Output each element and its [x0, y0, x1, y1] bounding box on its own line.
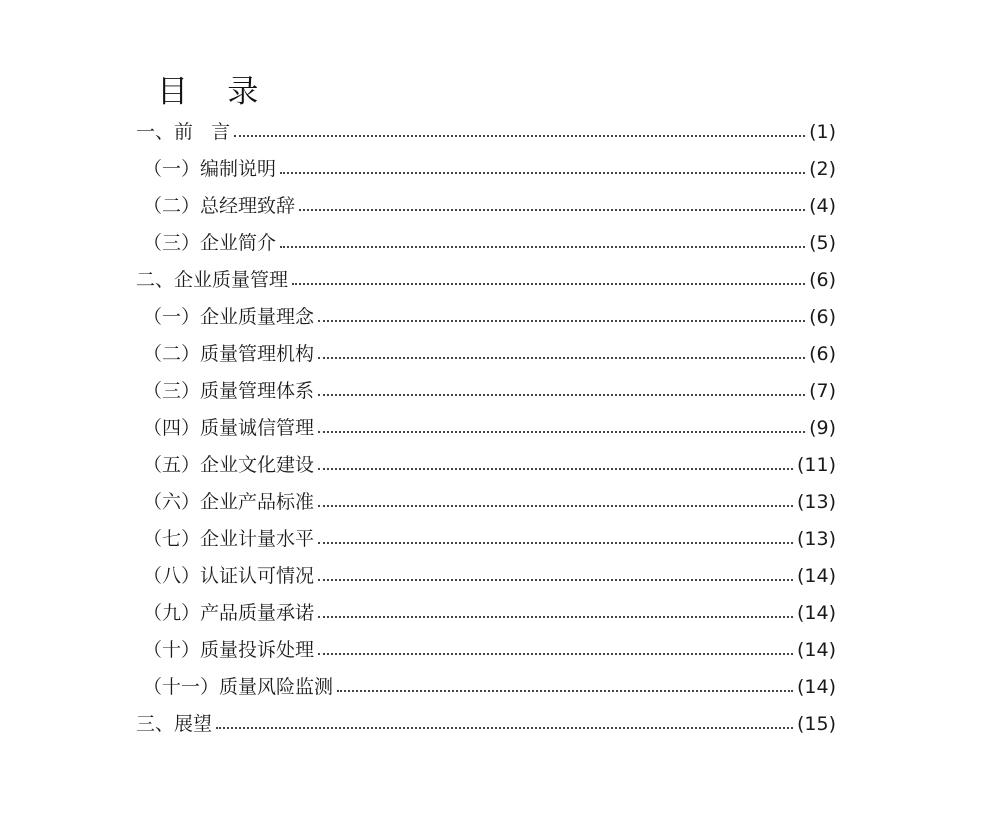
toc-entry[interactable]: [143, 560, 836, 590]
toc-entry-label: （一）企业质量理念: [143, 306, 315, 328]
toc-entry-label: （五）企业文化建设: [143, 454, 315, 476]
toc-entry[interactable]: [136, 116, 836, 146]
toc-entry-page: (11): [796, 454, 836, 476]
toc-entry-label: （十）质量投诉处理: [143, 639, 315, 661]
toc-entry[interactable]: [143, 301, 836, 331]
toc-entry-page: (6): [809, 343, 836, 365]
dot-leader: [299, 209, 805, 211]
dot-leader: [337, 690, 793, 692]
dot-leader: [318, 394, 805, 396]
toc-entry[interactable]: [143, 634, 836, 664]
toc-entry-page: (4): [809, 195, 836, 217]
dot-leader: [216, 727, 793, 729]
toc-entry-page: (13): [796, 528, 836, 550]
toc-entry[interactable]: [143, 412, 836, 442]
toc-title: 目 录: [157, 74, 259, 110]
toc-entry-label: （一）编制说明: [143, 158, 277, 180]
toc-entry[interactable]: [143, 227, 836, 257]
toc-entry-label: （三）质量管理体系: [143, 380, 315, 402]
toc-entry-label: （三）企业简介: [143, 232, 277, 254]
toc-entry[interactable]: [143, 190, 836, 220]
dot-leader: [318, 320, 805, 322]
toc-entry[interactable]: [143, 597, 836, 627]
toc-entry[interactable]: [143, 671, 836, 701]
dot-leader: [292, 283, 805, 285]
toc-entry-label: （七）企业计量水平: [143, 528, 315, 550]
dot-leader: [318, 542, 793, 544]
toc-entry-page: (2): [809, 158, 836, 180]
dot-leader: [318, 616, 793, 618]
dot-leader: [318, 468, 793, 470]
toc-entry-label: （二）总经理致辞: [143, 195, 296, 217]
toc-entry[interactable]: [143, 153, 836, 183]
toc-entry-page: (15): [796, 713, 836, 735]
toc-entry[interactable]: [143, 449, 836, 479]
toc-entry-page: (14): [796, 676, 836, 698]
toc-entry-label: 三、展望: [136, 713, 213, 735]
toc-entry-page: (14): [796, 602, 836, 624]
dot-leader: [318, 579, 793, 581]
dot-leader: [318, 505, 793, 507]
dot-leader: [318, 653, 793, 655]
toc-entry-page: (6): [809, 269, 836, 291]
toc-entry-label: （四）质量诚信管理: [143, 417, 315, 439]
dot-leader: [318, 431, 805, 433]
toc-entry-label: （九）产品质量承诺: [143, 602, 315, 624]
dot-leader: [280, 246, 805, 248]
toc-entry-label: （二）质量管理机构: [143, 343, 315, 365]
toc-entry[interactable]: [143, 375, 836, 405]
toc-entry[interactable]: [143, 486, 836, 516]
toc-entry-page: (1): [809, 121, 836, 143]
toc-entry[interactable]: [136, 708, 836, 738]
dot-leader: [318, 357, 805, 359]
toc-entry-page: (13): [796, 491, 836, 513]
toc-entry-page: (14): [796, 639, 836, 661]
toc-entry-page: (9): [809, 417, 836, 439]
toc-entry[interactable]: [143, 338, 836, 368]
toc-entry-page: (14): [796, 565, 836, 587]
dot-leader: [280, 172, 805, 174]
toc-entry-label: 二、企业质量管理: [136, 269, 289, 291]
toc-entry-label: 一、前 言: [136, 121, 231, 143]
toc-entry-label: （六）企业产品标准: [143, 491, 315, 513]
toc-entry-page: (5): [809, 232, 836, 254]
dot-leader: [234, 135, 805, 137]
toc-entry-page: (6): [809, 306, 836, 328]
toc-entry[interactable]: [143, 523, 836, 553]
toc-entry-label: （八）认证认可情况: [143, 565, 315, 587]
toc-entry-page: (7): [809, 380, 836, 402]
toc-entry-label: （十一）质量风险监测: [143, 676, 334, 698]
toc-entry[interactable]: [136, 264, 836, 294]
